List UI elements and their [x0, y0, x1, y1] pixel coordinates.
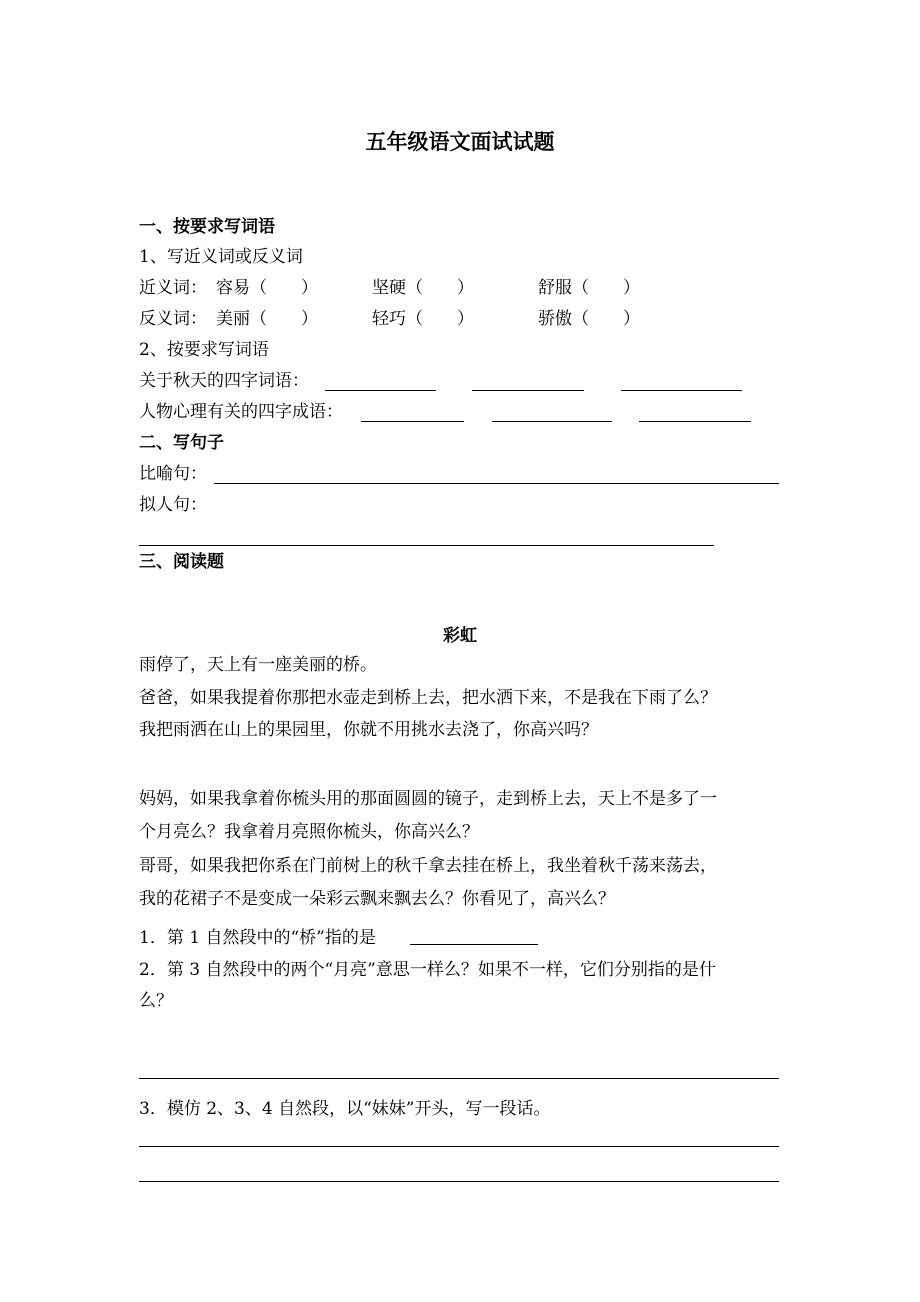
antonym-word-3: 骄傲（ ）	[538, 309, 640, 329]
synonym-word-3: 舒服（ ）	[538, 278, 640, 298]
autumn-prompt: 关于秋天的四字词语：	[139, 371, 309, 391]
personification-prompt: 拟人句：	[139, 495, 207, 515]
mind-answer-line-1[interactable]	[361, 421, 464, 422]
question-1: 1．第 1 自然段中的“桥”指的是	[139, 928, 376, 948]
synonym-word-2: 坚硬（ ）	[372, 278, 474, 298]
autumn-answer-line-3[interactable]	[621, 390, 742, 391]
question-2-line-2: 么？	[139, 991, 173, 1011]
passage-line-3: 我把雨洒在山上的果园里，你就不用挑水去浇了，你高兴吗？	[139, 720, 598, 740]
mind-prompt: 人物心理有关的四字成语：	[139, 402, 343, 422]
question-3-answer-line-2[interactable]	[139, 1181, 779, 1182]
passage-line-7: 我的花裙子不是变成一朵彩云飘来飘去么？你看见了，高兴么？	[139, 889, 615, 909]
personification-answer-line[interactable]	[139, 545, 714, 546]
synonym-word-1: 容易（ ）	[216, 278, 318, 298]
metaphor-prompt: 比喻句：	[139, 464, 207, 484]
mind-answer-line-3[interactable]	[639, 421, 751, 422]
passage-line-4: 妈妈，如果我拿着你梳头用的那面圆圆的镜子，走到桥上去，天上不是多了一	[139, 789, 717, 809]
page-title: 五年级语文面试试题	[365, 130, 555, 154]
section2-heading: 二、写句子	[139, 433, 224, 453]
passage-line-6: 哥哥，如果我把你系在门前树上的秋千拿去挂在桥上，我坐着秋千荡来荡去，	[139, 856, 717, 876]
question-3: 3．模仿 2、3、4 自然段，以“妹妹”开头，写一段话。	[139, 1099, 551, 1119]
section3-heading: 三、阅读题	[139, 552, 224, 572]
passage-line-5: 个月亮么？我拿着月亮照你梳头，你高兴么？	[139, 822, 479, 842]
mind-answer-line-2[interactable]	[492, 421, 612, 422]
passage-line-1: 雨停了，天上有一座美丽的桥。	[139, 655, 377, 675]
antonym-word-1: 美丽（ ）	[216, 309, 318, 329]
autumn-answer-line-1[interactable]	[325, 390, 436, 391]
question-3-answer-line-1[interactable]	[139, 1146, 779, 1147]
question-2-answer-line[interactable]	[139, 1078, 779, 1079]
section1-heading: 一、按要求写词语	[139, 217, 275, 237]
passage-line-2: 爸爸，如果我提着你那把水壶走到桥上去，把水洒下来，不是我在下雨了么？	[139, 688, 717, 708]
question-2-line-1: 2．第 3 自然段中的两个“月亮”意思一样么？如果不一样，它们分别指的是什	[139, 960, 716, 980]
question-1-answer-line[interactable]	[410, 944, 538, 945]
autumn-answer-line-2[interactable]	[472, 390, 584, 391]
antonym-word-2: 轻巧（ ）	[372, 309, 474, 329]
metaphor-answer-line[interactable]	[214, 483, 779, 484]
passage-title: 彩虹	[443, 626, 477, 646]
synonym-prefix: 近义词：	[139, 278, 207, 298]
q1-label: 1、写近义词或反义词	[139, 247, 303, 267]
antonym-prefix: 反义词：	[139, 309, 207, 329]
q2-label: 2、按要求写词语	[139, 340, 269, 360]
